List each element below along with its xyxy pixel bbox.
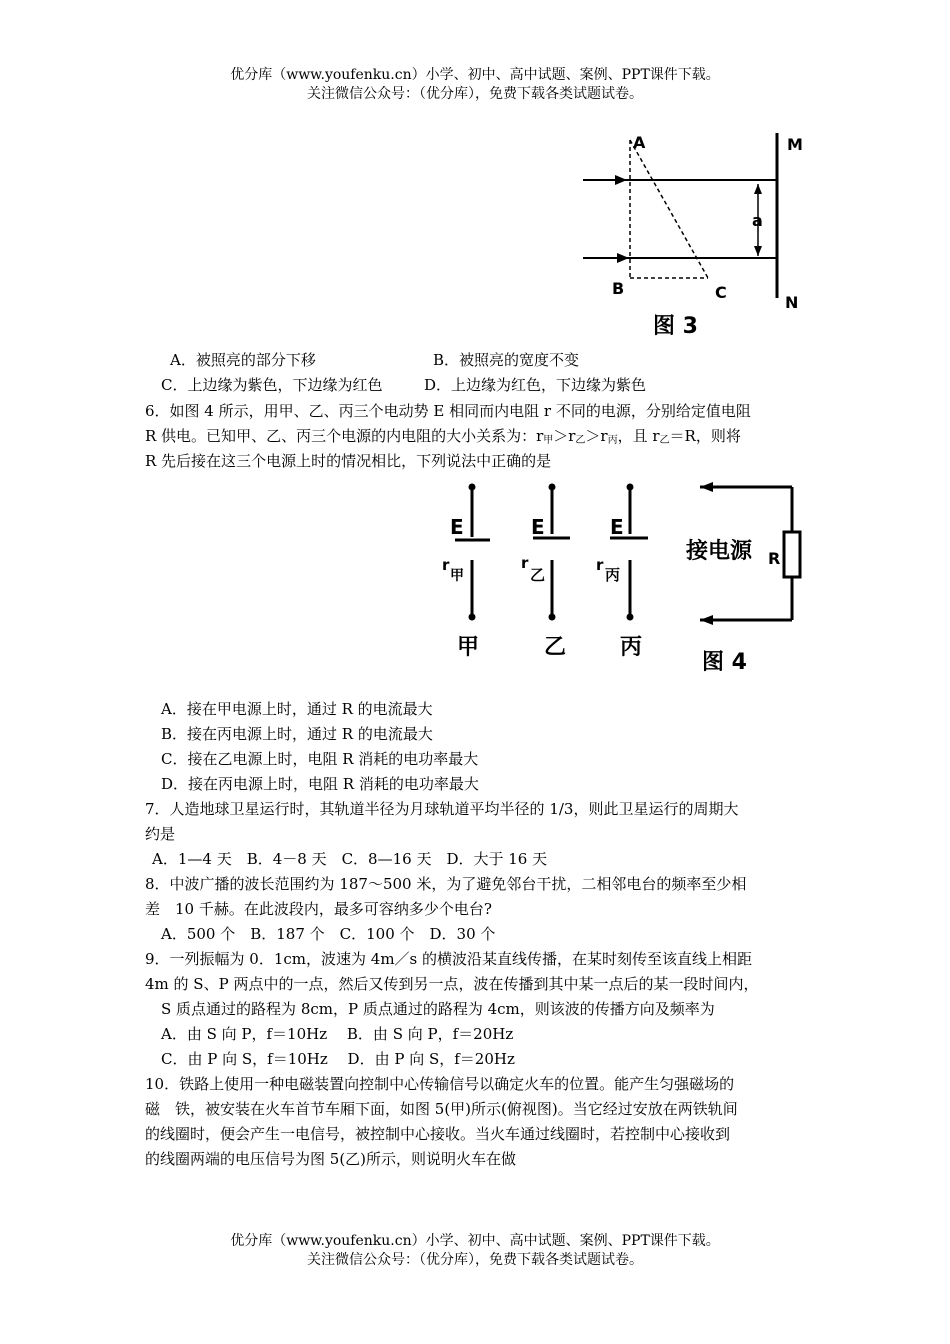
q6-line-2: R 供电。已知甲、乙、丙三个电源的内电阻的大小关系为：$r_甲>r_乙>r_丙$，且 $r_乙=R$，则将 — [145, 427, 741, 446]
svg-text:接电源: 接电源 — [686, 539, 753, 564]
fig3-label-b: B — [612, 279, 625, 298]
svg-text:图 4: 图 4 — [702, 650, 747, 675]
q9-line-1: 9．一列振幅为 0．1cm，波速为 4m／s 的横波沿某直线传播，在某时刻传至该直线上相距 — [145, 950, 753, 968]
svg-text:E: E — [450, 515, 464, 539]
svg-text:丙: 丙 — [605, 566, 621, 584]
page-header-line-2: 关注微信公众号：（优分库），免费下载各类试题试卷。 — [307, 86, 643, 102]
q7-line-1: 7．人造地球卫星运行时，其轨道半径为月球轨道平均半径的 1/3，则此卫星运行的周期大 — [145, 800, 739, 818]
fig3-label-c: C — [715, 283, 727, 302]
svg-text:r: r — [442, 556, 450, 574]
q6-option-b: B．接在丙电源上时，通过 R 的电流最大 — [161, 725, 433, 743]
page-footer-line-1: 优分库（www.youfenku.cn）小学、初中、高中试题、案例、PPT课件下载。 — [230, 1233, 720, 1249]
svg-text:丙: 丙 — [620, 635, 643, 660]
svg-text:甲: 甲 — [450, 568, 464, 584]
q5-option-a: A．被照亮的部分下移 — [170, 351, 316, 369]
q8-line-1: 8．中波广播的波长范围约为 187～500 米，为了避免邻台干扰，二相邻电台的频率至少相 — [145, 875, 747, 893]
q10-line-1: 10．铁路上使用一种电磁装置向控制中心传输信号以确定火车的位置。能产生匀强磁场的 — [145, 1075, 735, 1093]
svg-text:E: E — [531, 515, 545, 539]
q5-option-c: C．上边缘为紫色，下边缘为红色 — [161, 376, 383, 394]
q9-line-2: 4m 的 S、P 两点中的一点，然后又传到另一点，波在传播到其中某一点后的某一段时间内， — [145, 975, 759, 993]
q6-option-a: A．接在甲电源上时，通过 R 的电流最大 — [161, 700, 433, 718]
q7-line-2: 约是 — [145, 825, 176, 843]
svg-text:乙: 乙 — [544, 635, 567, 660]
fig3-label-m: M — [787, 135, 803, 154]
q8-line-2: 差 10 千赫。在此波段内，最多可容纳多少个电台? — [145, 900, 492, 918]
fig3-label-gap-a: a — [752, 211, 763, 230]
battery-bing — [596, 484, 648, 661]
svg-text:R: R — [768, 549, 781, 568]
svg-text:甲: 甲 — [457, 635, 480, 660]
q10-line-3: 的线圈时，便会产生一电信号，被控制中心接收。当火车通过线圈时，若控制中心接收到 — [145, 1125, 731, 1143]
q5-option-b: B．被照亮的宽度不变 — [433, 351, 580, 369]
svg-text:乙: 乙 — [530, 566, 546, 584]
fig3-caption: 图 3 — [653, 314, 698, 339]
figure-3 — [575, 128, 815, 348]
q6-line-1: 6．如图 4 所示，用甲、乙、丙三个电动势 E 相同而内电阻 r 不同的电源，分别给定值电阻 — [145, 402, 751, 420]
svg-text:r: r — [596, 556, 604, 574]
fig3-label-a-top: A — [633, 133, 646, 152]
battery-yi — [521, 484, 570, 661]
q8-options: A．500 个 B．187 个 C．100 个 D．30 个 — [161, 925, 496, 943]
q6-option-d: D．接在丙电源上时，电阻 R 消耗的电功率最大 — [161, 775, 479, 793]
q9-option-cd: C．由 P 向 S，f＝10Hz D．由 P 向 S，f＝20Hz — [161, 1050, 515, 1068]
q6-line-3: R 先后接在这三个电源上时的情况相比，下列说法中正确的是 — [145, 452, 552, 470]
q9-option-ab: A．由 S 向 P，f＝10Hz B．由 S 向 P，f＝20Hz — [161, 1025, 514, 1043]
resistor-circuit — [685, 482, 800, 675]
q5-option-d: D．上边缘为红色，下边缘为紫色 — [424, 376, 647, 394]
figure-4 — [430, 472, 820, 687]
page-footer-line-2: 关注微信公众号：（优分库），免费下载各类试题试卷。 — [307, 1252, 643, 1268]
fig3-label-n: N — [785, 293, 799, 312]
q7-options: A．1—4 天 B．4－8 天 C．8—16 天 D．大于 16 天 — [152, 850, 548, 868]
q10-line-4: 的线圈两端的电压信号为图 5(乙)所示，则说明火车在做 — [145, 1150, 517, 1168]
q6-option-c: C．接在乙电源上时，电阻 R 消耗的电功率最大 — [161, 750, 479, 768]
q9-line-3: S 质点通过的路程为 8cm，P 质点通过的路程为 4cm，则该波的传播方向及频率为 — [161, 1000, 715, 1018]
battery-jia — [442, 484, 490, 661]
svg-text:r: r — [521, 554, 529, 572]
page-header-line-1: 优分库（www.youfenku.cn）小学、初中、高中试题、案例、PPT课件下载。 — [230, 67, 720, 83]
q10-line-2: 磁 铁，被安装在火车首节车厢下面，如图 5(甲)所示(俯视图)。当它经过安放在两铁轨间 — [145, 1100, 738, 1118]
svg-text:E: E — [610, 515, 624, 539]
